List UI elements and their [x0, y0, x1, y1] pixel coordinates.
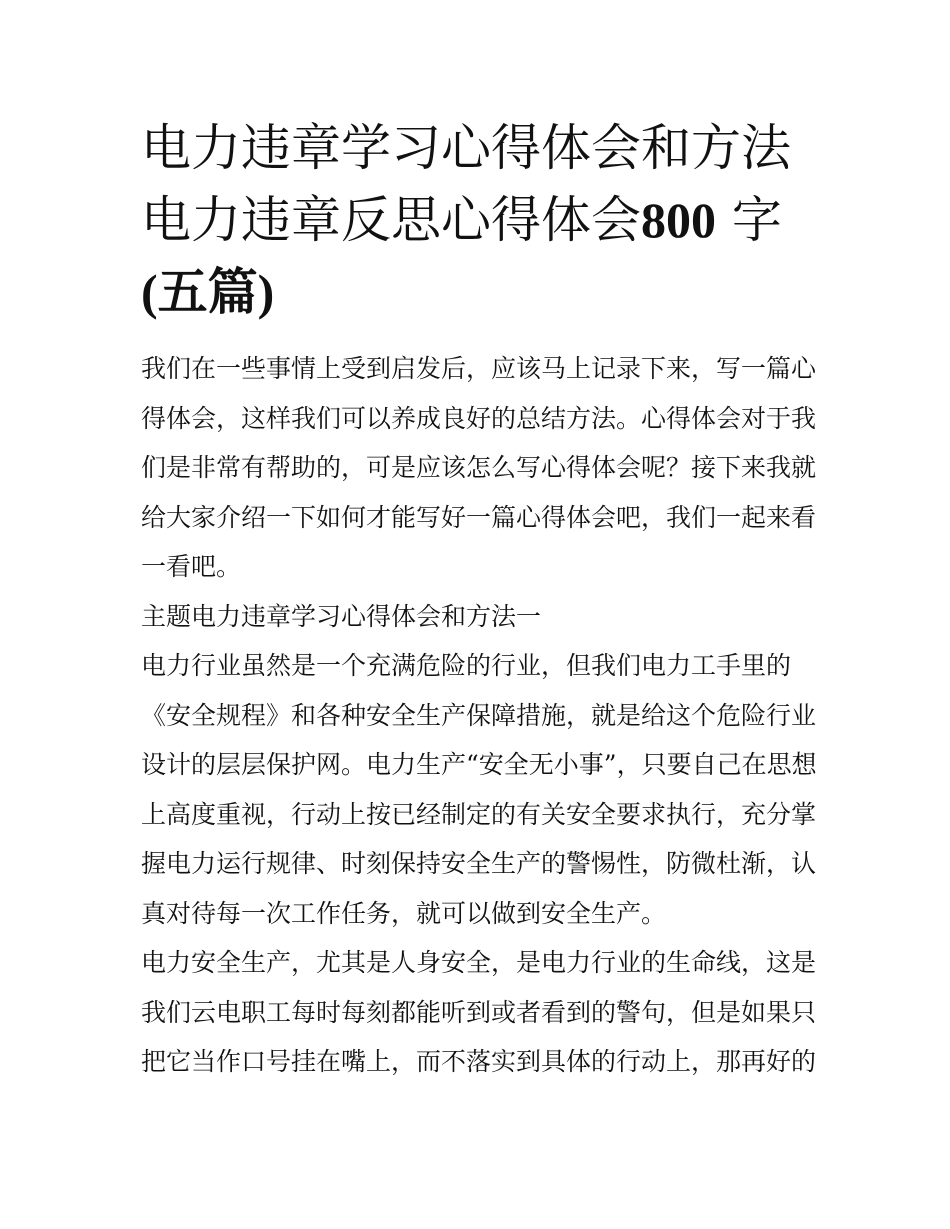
- paragraph-2-line: 我们云电职工每时每刻都能听到或者看到的警句，但是如果只: [141, 997, 817, 1027]
- document-content: [141, 112, 821, 1087]
- paragraph-2: [141, 938, 821, 1087]
- intro-line: 给大家介绍一下如何才能写好一篇心得体会吧，我们一起来看: [141, 502, 817, 532]
- section-heading: [141, 592, 821, 642]
- intro-line: 一看吧。: [141, 552, 242, 581]
- paragraph-2-line: 把它当作口号挂在嘴上，而不落实到具体的行动上，那再好的: [141, 1047, 817, 1076]
- intro-paragraph: [141, 344, 821, 592]
- paragraph-1-line: 真对待每一次工作任务，就可以做到安全生产。: [141, 898, 667, 928]
- title-line-2-text: 电力违章反思心得体会: [141, 191, 641, 249]
- paragraph-1: [141, 641, 821, 938]
- title-number: 800: [641, 192, 716, 248]
- intro-line: 我们在一些事情上受到启发后，应该马上记录下来，写一篇心: [141, 354, 817, 383]
- paragraph-1-line: 电力行业虽然是一个充满危险的行业，但我们电力工手里的: [141, 651, 792, 680]
- paragraph-1-line: 上高度重视，行动上按已经制定的有关安全要求执行，充分掌: [141, 799, 817, 829]
- intro-line: 们是非常有帮助的，可是应该怎么写心得体会呢？接下来我就: [141, 453, 817, 482]
- paragraph-1-line: 《安全规程》和各种安全生产保障措施，就是给这个危险行业: [141, 700, 817, 730]
- paragraph-1-line: 设计的层层保护网。电力生产“安全无小事”，只要自己在思想: [141, 750, 817, 779]
- document-body: [141, 344, 821, 1087]
- title-line-2: [141, 184, 821, 256]
- document-title: [141, 112, 821, 328]
- title-line-3: [141, 256, 821, 328]
- intro-line: 得体会，这样我们可以养成良好的总结方法。心得体会对于我: [141, 403, 817, 433]
- section-heading-text: 主题电力违章学习心得体会和方法一: [141, 601, 542, 631]
- title-line-1: 电力违章学习心得体会和方法: [141, 119, 791, 177]
- title-unit: 字: [731, 191, 782, 249]
- paragraph-1-line: 握电力运行规律、时刻保持安全生产的警惕性，防微杜渐，认: [141, 849, 817, 878]
- paragraph-2-line: 电力安全生产，尤其是人身安全，是电力行业的生命线，这是: [141, 948, 817, 977]
- title-subtitle: (五篇): [141, 264, 275, 320]
